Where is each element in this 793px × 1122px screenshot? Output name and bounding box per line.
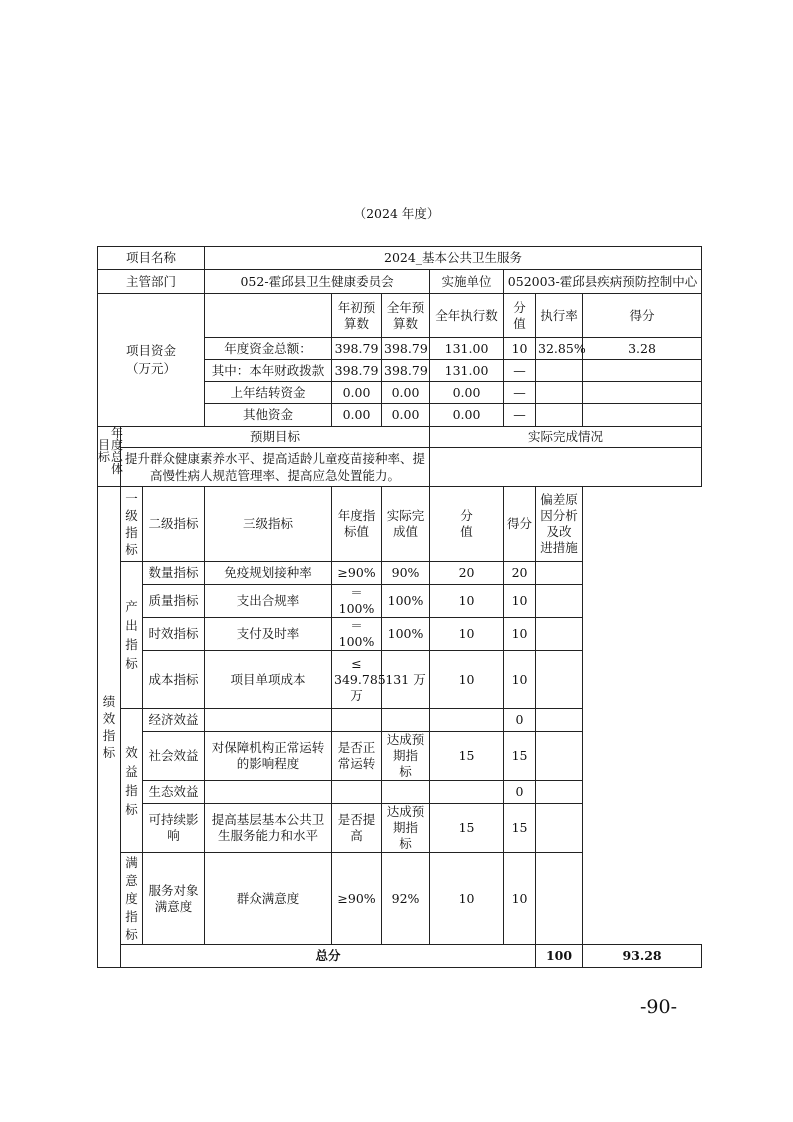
performance-table [97,246,702,968]
project-name-value: 2024_基本公共卫生服务 [205,247,702,270]
perf-row-actual: 达成预期指 标 [382,732,430,781]
perf-row-score: 10 [430,585,504,618]
perf-row-score: 20 [430,562,504,585]
funds-row-rate [536,404,583,427]
perf-row-lvl2: 可持续影 响 [143,804,205,853]
funds-header-rate: 执行率 [536,294,583,338]
perf-row-lvl2: 生态效益 [143,781,205,804]
page-number: -90- [640,996,678,1018]
funds-row-full: 0.00 [382,382,430,404]
perf-row-lvl2: 质量指标 [143,585,205,618]
perf-row-actual: 100% [382,585,430,618]
funds-row-exec: 131.00 [430,338,504,360]
perf-row-lvl3: 对保障机构正常运转的影响程度 [205,732,332,781]
implementer-value: 052003-霍邱县疾病预防控制中心 [504,270,702,294]
perf-header-lvl2: 二级指标 [143,487,205,562]
perf-row-target: 是否提 高 [332,804,382,853]
project-name-label: 项目名称 [98,247,205,270]
funds-row-points [583,360,702,382]
perf-row-reason [536,853,583,945]
perf-row [98,618,702,651]
funds-header-initial: 年初预 算数 [332,294,382,338]
perf-row-reason [536,618,583,651]
perf-row-actual: 达成预期指 标 [382,804,430,853]
perf-row-score [430,709,504,732]
perf-row-reason [536,585,583,618]
perf-header-lvl3: 三级指标 [205,487,332,562]
department-row [98,270,702,294]
perf-row-score: 15 [430,804,504,853]
perf-row-lvl3 [205,781,332,804]
perf-row-points: 0 [504,709,536,732]
perf-row-score: 10 [430,853,504,945]
funds-row-exec: 0.00 [430,382,504,404]
funds-row-score: — [504,360,536,382]
perf-row-target: ＝100% [332,618,382,651]
perf-row-lvl3: 支付及时率 [205,618,332,651]
perf-header-points: 得分 [504,487,536,562]
perf-row-reason [536,804,583,853]
funds-row-name: 年度资金总额： [205,338,332,360]
funds-row-name: 上年结转资金 [205,382,332,404]
perf-row-lvl2: 时效指标 [143,618,205,651]
benefit-indicator-label: 效 益 指 标 [121,709,143,853]
perf-row-lvl3 [205,709,332,732]
perf-header-score: 分 值 [430,487,504,562]
perf-row-reason [536,781,583,804]
perf-row-points: 10 [504,853,536,945]
perf-row-points: 15 [504,732,536,781]
funds-row-score: — [504,404,536,427]
department-value: 052-霍邱县卫生健康委员会 [205,270,430,294]
funds-header-exec: 全年执行数 [430,294,504,338]
funds-header-row [98,294,702,338]
perf-row-target: ≤ 349.785 万 [332,651,382,709]
perf-row-score: 10 [430,651,504,709]
goals-actual-text [430,448,702,487]
goals-header-row [98,427,702,448]
perf-row-lvl2: 成本指标 [143,651,205,709]
perf-row-target [332,781,382,804]
perf-row-actual [382,781,430,804]
perf-row [98,732,702,781]
perf-row-lvl3: 免疫规划接种率 [205,562,332,585]
goals-side-label-mid: 目 标 [98,438,111,464]
perf-row-actual: 100% [382,618,430,651]
output-indicator-label: 产 出 指 标 [121,562,143,709]
perf-row-lvl2: 经济效益 [143,709,205,732]
total-row [98,945,702,968]
goals-content-row [98,448,702,487]
funds-row-full: 398.79 [382,360,430,382]
total-score: 100 [536,945,583,968]
perf-row-reason [536,709,583,732]
funds-header-blank [205,294,332,338]
perf-header-actual: 实际完成值 [382,487,430,562]
perf-row [98,853,702,945]
funds-row-points: 3.28 [583,338,702,360]
perf-row-points: 0 [504,781,536,804]
perf-header-target: 年度指 标值 [332,487,382,562]
perf-row [98,709,702,732]
perf-row-lvl3: 支出合规率 [205,585,332,618]
perf-row-lvl2: 数量指标 [143,562,205,585]
goals-side-label-top: 年 度 总 体 [111,426,124,476]
perf-row-points: 15 [504,804,536,853]
perf-row [98,804,702,853]
perf-row-lvl3: 群众满意度 [205,853,332,945]
funds-row-initial: 0.00 [332,404,382,427]
perf-row-score: 15 [430,732,504,781]
perf-row-lvl2: 服务对象 满意度 [143,853,205,945]
funds-row-exec: 131.00 [430,360,504,382]
perf-row-actual: 90% [382,562,430,585]
funds-label: 项目资金 （万元） [98,294,205,427]
funds-row-exec: 0.00 [430,404,504,427]
funds-row-full: 398.79 [382,338,430,360]
perf-row-points: 10 [504,618,536,651]
implementer-label: 实施单位 [430,270,504,294]
funds-header-full: 全年预 算数 [382,294,430,338]
perf-row-lvl3: 提高基层基本公共卫生服务能力和水平 [205,804,332,853]
funds-row-rate [536,360,583,382]
total-points: 93.28 [583,945,702,968]
perf-row-target: ≥90% [332,562,382,585]
funds-row-rate [536,382,583,404]
perf-row-target [332,709,382,732]
perf-row-points: 20 [504,562,536,585]
goals-side-label [98,426,124,487]
perf-header-lvl1: 一 级 指 标 [121,487,143,562]
perf-row-target: ≥90% [332,853,382,945]
project-name-row [98,247,702,270]
funds-row-name: 其中：本年财政拨款 [205,360,332,382]
funds-row-initial: 398.79 [332,338,382,360]
perf-row-reason [536,651,583,709]
perf-row-reason [536,562,583,585]
funds-row-initial: 398.79 [332,360,382,382]
perf-row [98,781,702,804]
perf-row-lvl2: 社会效益 [143,732,205,781]
perf-row [98,562,702,585]
perf-group-label: 绩 效 指 标 [98,487,121,968]
funds-row-name: 其他资金 [205,404,332,427]
department-label: 主管部门 [98,270,205,294]
perf-row-actual [382,709,430,732]
perf-header-reason: 偏差原因分析及改 进措施 [536,487,583,562]
perf-row-score: 10 [430,618,504,651]
total-label: 总分 [121,945,536,968]
funds-row-points [583,382,702,404]
funds-row-rate: 32.85% [536,338,583,360]
funds-row-score: 10 [504,338,536,360]
perf-row-points: 10 [504,585,536,618]
perf-row-actual: 92% [382,853,430,945]
perf-row-lvl3: 项目单项成本 [205,651,332,709]
report-year: （2024 年度） [353,206,440,221]
perf-header-row [98,487,702,562]
funds-header-points: 得分 [583,294,702,338]
funds-row-full: 0.00 [382,404,430,427]
perf-row [98,585,702,618]
funds-header-score: 分 值 [504,294,536,338]
perf-row-target: 是否正 常运转 [332,732,382,781]
funds-row-score: — [504,382,536,404]
perf-row-reason [536,732,583,781]
perf-row [98,651,702,709]
funds-row-points [583,404,702,427]
perf-row-actual: 131 万 [382,651,430,709]
goals-expected-text: 提升群众健康素养水平、提高适龄儿童疫苗接种率、提高慢性病人规范管理率、提高应急处置能力。 [121,448,430,487]
perf-row-points: 10 [504,651,536,709]
goals-actual-header: 实际完成情况 [430,427,702,448]
satisfaction-indicator-label: 满 意 度 指 标 [121,853,143,945]
funds-row-initial: 0.00 [332,382,382,404]
perf-row-target: ＝100% [332,585,382,618]
goals-expected-header: 预期目标 [121,427,430,448]
perf-row-score [430,781,504,804]
